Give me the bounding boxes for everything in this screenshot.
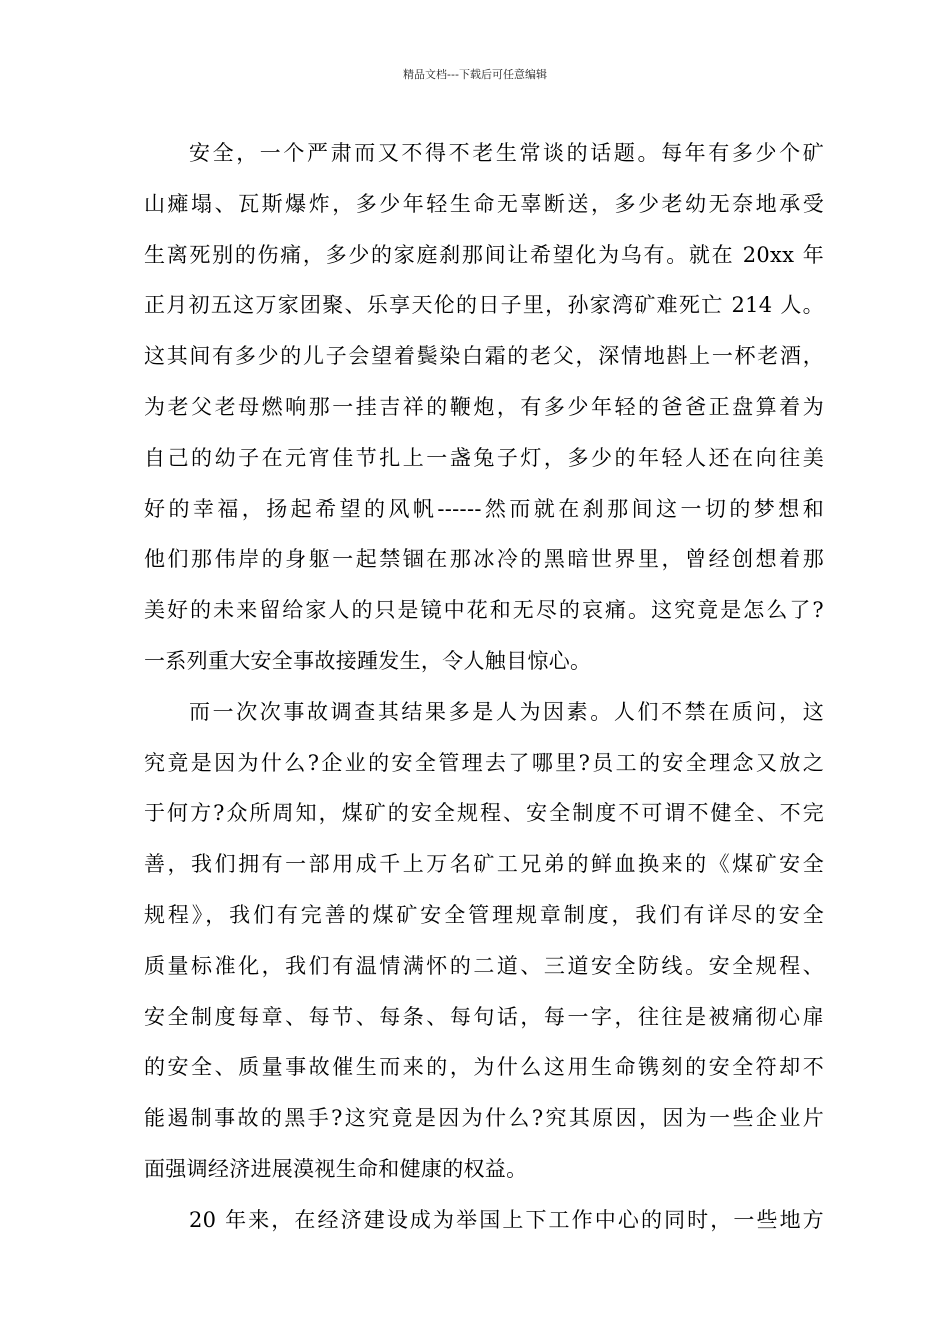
page-header: 精品文档---下载后可任意编辑 xyxy=(403,68,547,81)
text-line: 一系列重大安全事故接踵发生，令人触目惊心。 xyxy=(144,648,592,673)
text-line: 究竟是因为什么?企业的安全管理去了哪里?员工的安全理念又放之 xyxy=(144,750,824,775)
text-line: 面强调经济进展漠视生命和健康的权益。 xyxy=(144,1156,528,1181)
text-line: 这其间有多少的儿子会望着鬓染白霜的老父，深情地斟上一杯老酒， xyxy=(144,344,824,369)
text-line: 而一次次事故调查其结果多是人为因素。人们不禁在质问，这 xyxy=(189,699,824,724)
text-line: 的安全、质量事故催生而来的，为什么这用生命镌刻的安全符却不 xyxy=(144,1055,824,1080)
document-body xyxy=(144,128,824,1246)
text-line: 能遏制事故的黑手?这究竟是因为什么?究其原因，因为一些企业片 xyxy=(144,1106,824,1131)
text-line: 自己的幼子在元宵佳节扎上一盏兔子灯，多少的年轻人还在向往美 xyxy=(144,445,824,470)
text-line: 规程》，我们有完善的煤矿安全管理规章制度，我们有详尽的安全 xyxy=(144,902,824,927)
text-line: 质量标准化，我们有温情满怀的二道、三道安全防线。安全规程、 xyxy=(144,953,824,978)
text-line: 他们那伟岸的身躯一起禁锢在那冰冷的黑暗世界里，曾经创想着那 xyxy=(144,547,824,572)
text-line: 安全，一个严肃而又不得不老生常谈的话题。每年有多少个矿 xyxy=(189,141,824,165)
text-line: 正月初五这万家团聚、乐享天伦的日子里，孙家湾矿难死亡 214 人。 xyxy=(144,293,824,318)
text-line: 生离死别的伤痛，多少的家庭刹那间让希望化为乌有。就在 20xx 年 xyxy=(144,242,824,267)
text-line: 为老父老母燃响那一挂吉祥的鞭炮，有多少年轻的爸爸正盘算着为 xyxy=(144,394,824,419)
text-line: 于何方?众所周知，煤矿的安全规程、安全制度不可谓不健全、不完 xyxy=(144,801,824,826)
text-line: 安全制度每章、每节、每条、每句话，每一字，往往是被痛彻心扉 xyxy=(144,1004,824,1029)
text-line: 美好的未来留给家人的只是镜中花和无尽的哀痛。这究竟是怎么了? xyxy=(144,598,824,623)
text-line: 善，我们拥有一部用成千上万名矿工兄弟的鲜血换来的《煤矿安全 xyxy=(144,852,824,877)
text-line: 好的幸福，扬起希望的风帆------然而就在刹那间这一切的梦想和 xyxy=(144,496,824,521)
text-line: 20 年来，在经济建设成为举国上下工作中心的同时，一些地方 xyxy=(189,1207,824,1232)
text-line: 山瘫塌、瓦斯爆炸，多少年轻生命无辜断送，多少老幼无奈地承受 xyxy=(144,191,824,216)
